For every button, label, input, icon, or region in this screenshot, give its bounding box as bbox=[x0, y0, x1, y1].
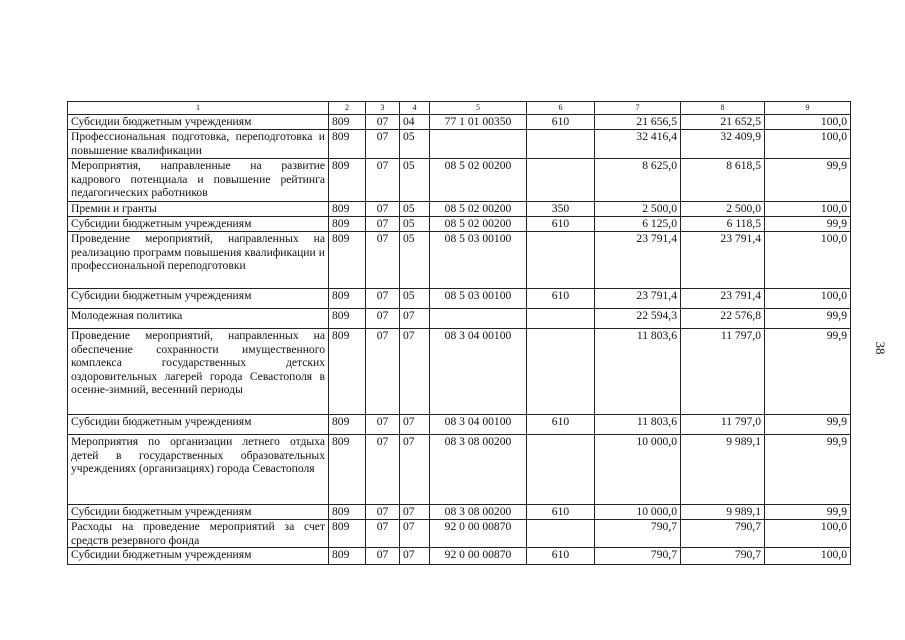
cell-expense-type: 610 bbox=[527, 415, 595, 435]
row-name: Проведение мероприятий, направленных на реализацию программ повышения квалификации и профессиональной переподготовки bbox=[68, 232, 329, 289]
cell-section: 07 bbox=[366, 435, 400, 505]
cell-planned: 6 125,0 bbox=[595, 217, 681, 232]
cell-percent: 99,9 bbox=[765, 435, 851, 505]
cell-ved: 809 bbox=[329, 289, 366, 309]
cell-planned: 10 000,0 bbox=[595, 505, 681, 520]
cell-target-article bbox=[430, 309, 527, 329]
cell-planned: 11 803,6 bbox=[595, 415, 681, 435]
cell-expense-type bbox=[527, 232, 595, 289]
cell-executed: 6 118,5 bbox=[681, 217, 765, 232]
cell-ved: 809 bbox=[329, 309, 366, 329]
column-number-9: 9 bbox=[765, 102, 851, 115]
cell-executed: 9 989,1 bbox=[681, 435, 765, 505]
row-name: Субсидии бюджетным учреждениям bbox=[68, 548, 329, 565]
cell-section: 07 bbox=[366, 548, 400, 565]
column-number-2: 2 bbox=[329, 102, 366, 115]
cell-executed: 22 576,8 bbox=[681, 309, 765, 329]
cell-planned: 11 803,6 bbox=[595, 329, 681, 415]
cell-target-article: 08 5 02 00200 bbox=[430, 217, 527, 232]
table-row bbox=[68, 415, 851, 435]
row-name: Молодежная политика bbox=[68, 309, 329, 329]
cell-expense-type: 610 bbox=[527, 115, 595, 130]
cell-ved: 809 bbox=[329, 115, 366, 130]
cell-ved: 809 bbox=[329, 202, 366, 217]
cell-planned: 23 791,4 bbox=[595, 289, 681, 309]
cell-section: 07 bbox=[366, 289, 400, 309]
cell-target-article: 08 3 04 00100 bbox=[430, 329, 527, 415]
cell-executed: 8 618,5 bbox=[681, 159, 765, 202]
row-name: Субсидии бюджетным учреждениям bbox=[68, 115, 329, 130]
cell-executed: 790,7 bbox=[681, 520, 765, 548]
cell-ved: 809 bbox=[329, 415, 366, 435]
column-number-6: 6 bbox=[527, 102, 595, 115]
row-name: Субсидии бюджетным учреждениям bbox=[68, 289, 329, 309]
cell-executed: 23 791,4 bbox=[681, 232, 765, 289]
cell-subsection: 05 bbox=[400, 159, 430, 202]
table-row bbox=[68, 115, 851, 130]
cell-percent: 100,0 bbox=[765, 202, 851, 217]
cell-target-article: 08 3 08 00200 bbox=[430, 435, 527, 505]
cell-percent: 99,9 bbox=[765, 309, 851, 329]
cell-expense-type bbox=[527, 329, 595, 415]
cell-target-article: 08 3 08 00200 bbox=[430, 505, 527, 520]
table-body bbox=[68, 115, 851, 565]
row-name: Субсидии бюджетным учреждениям bbox=[68, 217, 329, 232]
cell-subsection: 07 bbox=[400, 435, 430, 505]
cell-executed: 11 797,0 bbox=[681, 329, 765, 415]
column-number-7: 7 bbox=[595, 102, 681, 115]
cell-target-article: 77 1 01 00350 bbox=[430, 115, 527, 130]
column-number-4: 4 bbox=[400, 102, 430, 115]
cell-subsection: 07 bbox=[400, 548, 430, 565]
cell-percent: 100,0 bbox=[765, 289, 851, 309]
table-row bbox=[68, 505, 851, 520]
cell-subsection: 07 bbox=[400, 520, 430, 548]
row-name: Мероприятия по организации летнего отдыха детей в государственных образовательных учреждениях (организациях) города Севастополя bbox=[68, 435, 329, 505]
table-row bbox=[68, 130, 851, 159]
cell-expense-type: 610 bbox=[527, 289, 595, 309]
cell-section: 07 bbox=[366, 520, 400, 548]
cell-section: 07 bbox=[366, 309, 400, 329]
cell-subsection: 05 bbox=[400, 232, 430, 289]
table-row bbox=[68, 289, 851, 309]
budget-table bbox=[67, 101, 851, 565]
cell-subsection: 07 bbox=[400, 309, 430, 329]
cell-target-article: 08 5 02 00200 bbox=[430, 202, 527, 217]
cell-planned: 790,7 bbox=[595, 548, 681, 565]
cell-expense-type bbox=[527, 520, 595, 548]
cell-target-article bbox=[430, 130, 527, 159]
cell-ved: 809 bbox=[329, 329, 366, 415]
cell-ved: 809 bbox=[329, 217, 366, 232]
table-row bbox=[68, 548, 851, 565]
cell-percent: 99,9 bbox=[765, 217, 851, 232]
cell-target-article: 08 5 03 00100 bbox=[430, 289, 527, 309]
cell-percent: 99,9 bbox=[765, 329, 851, 415]
cell-expense-type: 610 bbox=[527, 548, 595, 565]
cell-ved: 809 bbox=[329, 130, 366, 159]
table-row bbox=[68, 435, 851, 505]
cell-subsection: 05 bbox=[400, 130, 430, 159]
cell-executed: 9 989,1 bbox=[681, 505, 765, 520]
cell-expense-type bbox=[527, 130, 595, 159]
cell-target-article: 92 0 00 00870 bbox=[430, 520, 527, 548]
cell-subsection: 05 bbox=[400, 217, 430, 232]
cell-target-article: 92 0 00 00870 bbox=[430, 548, 527, 565]
cell-target-article: 08 5 03 00100 bbox=[430, 232, 527, 289]
row-name: Субсидии бюджетным учреждениям bbox=[68, 505, 329, 520]
cell-planned: 10 000,0 bbox=[595, 435, 681, 505]
cell-ved: 809 bbox=[329, 159, 366, 202]
cell-percent: 99,9 bbox=[765, 159, 851, 202]
cell-section: 07 bbox=[366, 217, 400, 232]
cell-executed: 32 409,9 bbox=[681, 130, 765, 159]
cell-executed: 790,7 bbox=[681, 548, 765, 565]
column-number-3: 3 bbox=[366, 102, 400, 115]
cell-planned: 790,7 bbox=[595, 520, 681, 548]
table-row bbox=[68, 202, 851, 217]
cell-section: 07 bbox=[366, 232, 400, 289]
cell-ved: 809 bbox=[329, 505, 366, 520]
cell-section: 07 bbox=[366, 202, 400, 217]
cell-subsection: 04 bbox=[400, 115, 430, 130]
table-row bbox=[68, 309, 851, 329]
page-number: 38 bbox=[873, 341, 888, 355]
cell-planned: 22 594,3 bbox=[595, 309, 681, 329]
cell-subsection: 05 bbox=[400, 202, 430, 217]
cell-section: 07 bbox=[366, 159, 400, 202]
cell-expense-type bbox=[527, 159, 595, 202]
cell-executed: 23 791,4 bbox=[681, 289, 765, 309]
cell-percent: 100,0 bbox=[765, 130, 851, 159]
column-number-5: 5 bbox=[430, 102, 527, 115]
cell-percent: 100,0 bbox=[765, 232, 851, 289]
table-row bbox=[68, 232, 851, 289]
column-number-row bbox=[68, 102, 851, 115]
table-row bbox=[68, 217, 851, 232]
cell-expense-type: 350 bbox=[527, 202, 595, 217]
cell-percent: 100,0 bbox=[765, 520, 851, 548]
cell-section: 07 bbox=[366, 130, 400, 159]
cell-planned: 8 625,0 bbox=[595, 159, 681, 202]
cell-ved: 809 bbox=[329, 435, 366, 505]
cell-target-article: 08 3 04 00100 bbox=[430, 415, 527, 435]
cell-subsection: 07 bbox=[400, 505, 430, 520]
table-row bbox=[68, 159, 851, 202]
cell-subsection: 07 bbox=[400, 329, 430, 415]
cell-planned: 32 416,4 bbox=[595, 130, 681, 159]
row-name: Премии и гранты bbox=[68, 202, 329, 217]
cell-ved: 809 bbox=[329, 232, 366, 289]
cell-percent: 99,9 bbox=[765, 415, 851, 435]
cell-expense-type bbox=[527, 435, 595, 505]
column-number-1: 1 bbox=[68, 102, 329, 115]
cell-executed: 2 500,0 bbox=[681, 202, 765, 217]
row-name: Проведение мероприятий, направленных на обеспечение сохранности имущественного комплекса государственных детских оздоровительных лагерей города Севастополя в осенне-зимний, весенний периоды bbox=[68, 329, 329, 415]
table-row bbox=[68, 329, 851, 415]
cell-target-article: 08 5 02 00200 bbox=[430, 159, 527, 202]
cell-executed: 21 652,5 bbox=[681, 115, 765, 130]
cell-planned: 2 500,0 bbox=[595, 202, 681, 217]
cell-section: 07 bbox=[366, 329, 400, 415]
row-name: Мероприятия, направленные на развитие кадрового потенциала и повышение рейтинга педагогических работников bbox=[68, 159, 329, 202]
cell-expense-type: 610 bbox=[527, 217, 595, 232]
row-name: Расходы на проведение мероприятий за счет средств резервного фонда bbox=[68, 520, 329, 548]
row-name: Субсидии бюджетным учреждениям bbox=[68, 415, 329, 435]
cell-percent: 100,0 bbox=[765, 115, 851, 130]
cell-expense-type: 610 bbox=[527, 505, 595, 520]
cell-executed: 11 797,0 bbox=[681, 415, 765, 435]
cell-section: 07 bbox=[366, 505, 400, 520]
cell-percent: 99,9 bbox=[765, 505, 851, 520]
cell-ved: 809 bbox=[329, 520, 366, 548]
cell-subsection: 05 bbox=[400, 289, 430, 309]
table-row bbox=[68, 520, 851, 548]
row-name: Профессиональная подготовка, переподготовка и повышение квалификации bbox=[68, 130, 329, 159]
column-number-8: 8 bbox=[681, 102, 765, 115]
cell-planned: 23 791,4 bbox=[595, 232, 681, 289]
cell-section: 07 bbox=[366, 415, 400, 435]
cell-section: 07 bbox=[366, 115, 400, 130]
cell-subsection: 07 bbox=[400, 415, 430, 435]
cell-expense-type bbox=[527, 309, 595, 329]
cell-ved: 809 bbox=[329, 548, 366, 565]
cell-planned: 21 656,5 bbox=[595, 115, 681, 130]
cell-percent: 100,0 bbox=[765, 548, 851, 565]
